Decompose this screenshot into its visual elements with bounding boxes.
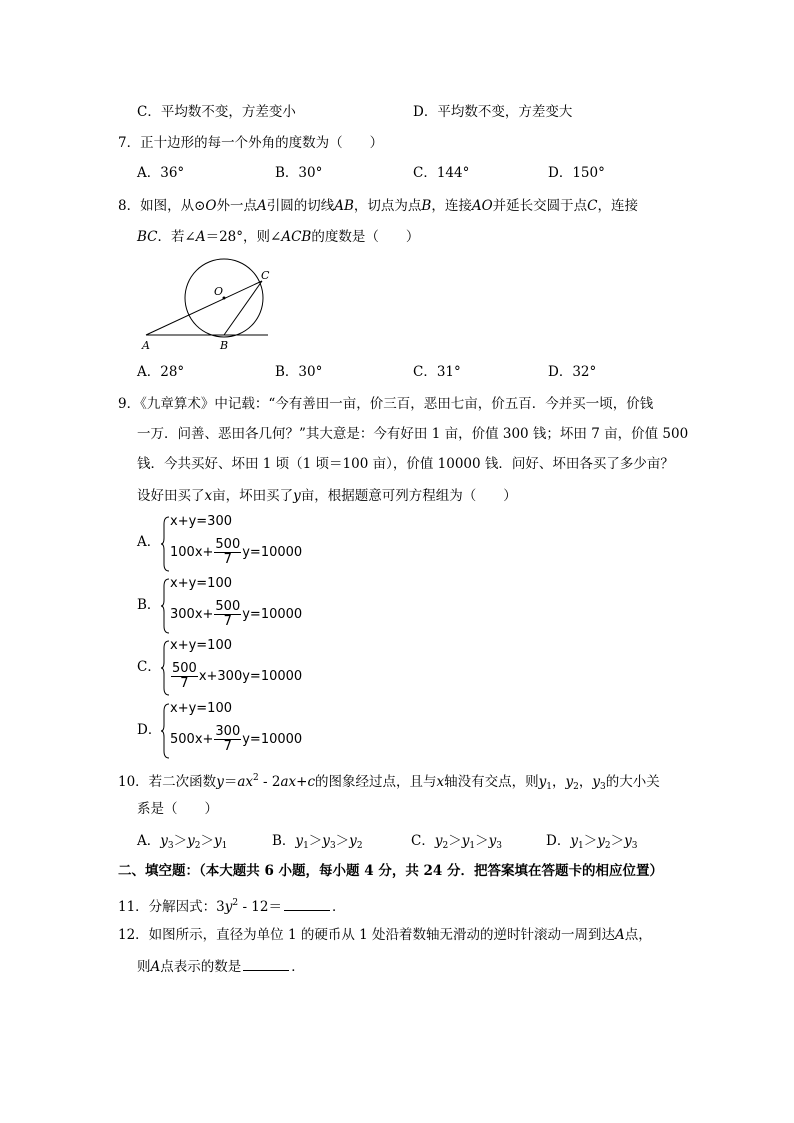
- q7-option-a: A．36°: [137, 165, 185, 181]
- brace-icon: [160, 640, 170, 696]
- q6-option-d: D．平均数不变，方差变大: [413, 104, 573, 120]
- q10-option-d: D．$y_1>y_2>y_3$: [546, 833, 638, 851]
- q9-stem-line4: 设好田买了x亩，坏田买了y亩，根据题意可列方程组为（ ）: [137, 488, 517, 504]
- q8-stem-line2: BC．若∠A＝28°，则∠ACB的度数是（ ）: [137, 229, 420, 245]
- q8-option-b: B．30°: [275, 364, 323, 380]
- q12-answer-blank: [243, 956, 289, 971]
- label-a: A: [142, 339, 150, 352]
- q9-option-c-label: C．: [137, 659, 161, 675]
- q9-stem-line2: 一万．问善、恶田各几何？”其大意是：今有好田 1 亩，价值 300 钱；坏田 7 亩，价值 500: [137, 426, 689, 442]
- q9-stem-line3: 钱．今共买好、坏田 1 顷（1 顷＝100 亩），价值 10000 钱．问好、坏田各买了多少亩？: [137, 456, 674, 472]
- q7-option-d: D．150°: [548, 165, 605, 181]
- q9-option-b-label: B．: [137, 597, 161, 613]
- q10-stem-line1: 10．若二次函数$y=ax^2 - 2ax+c$的图象经过点，且与x轴没有交点，则$y_1$，$y_2$，$y_3$的大小关: [118, 773, 660, 792]
- q9-option-b-system: x+y=100 300x+ $\frac{500}{7}$ y=10000: [160, 578, 320, 634]
- brace-icon: [160, 578, 170, 634]
- q8-option-c: C．31°: [413, 364, 461, 380]
- q10-option-a: A．$y_3>y_2>y_1$: [137, 833, 228, 851]
- q10-option-b: B．$y_1>y_3>y_2$: [272, 833, 363, 851]
- q8-stem-line1: 8．如图，从⊙O外一点A引圆的切线AB，切点为点B，连接AO并延长交圆于点C，连接: [118, 198, 638, 214]
- label-o: O: [214, 285, 224, 298]
- q9-option-d-system: x+y=100 500x+ $\frac{300}{7}$ y=10000: [160, 703, 320, 759]
- line-ac: [146, 281, 262, 335]
- q9-option-a-label: A．: [137, 534, 161, 550]
- q11-answer-blank: [284, 896, 330, 911]
- q9-option-a-system: x+y=300 100x+ $\frac{500}{7}$ y=10000: [160, 516, 320, 572]
- line-bc: [224, 281, 262, 335]
- label-b: B: [220, 339, 229, 352]
- q8-option-d: D．32°: [548, 364, 597, 380]
- q12-stem-line1: 12．如图所示，直径为单位 1 的硬币从 1 处沿着数轴无滑动的逆时针滚动一周到达A点，: [118, 927, 652, 943]
- q7-option-c: C．144°: [413, 165, 470, 181]
- q11-stem: 11．分解因式：$3y^2 - 12=$ ．: [118, 898, 346, 915]
- q12-stem-line2: 则A点表示的数是 ．: [137, 956, 305, 977]
- q8-circle-figure: [140, 258, 275, 353]
- brace-icon: [160, 703, 170, 759]
- label-c: C: [261, 269, 270, 282]
- section-heading-fill-in: 二、填空题：（本大题共 6 小题，每小题 4 分，共 24 分．把答案填在答题卡的相应位置）: [118, 863, 664, 879]
- q10-option-c: C．$y_2>y_1>y_3$: [411, 833, 502, 851]
- q7-stem: 7．正十边形的每一个外角的度数为（ ）: [118, 135, 384, 151]
- q9-option-c-system: x+y=100 $\frac{500}{7}$ x+300y=10000: [160, 640, 320, 696]
- q8-option-a: A．28°: [137, 364, 185, 380]
- q6-option-c: C．平均数不变，方差变小: [137, 104, 296, 120]
- q9-option-d-label: D．: [137, 722, 162, 738]
- q10-stem-line2: 系是（ ）: [137, 801, 218, 817]
- q7-option-b: B．30°: [275, 165, 323, 181]
- brace-icon: [160, 516, 170, 572]
- q9-stem-line1: 9．《九章算术》中记载：“今有善田一亩，价三百，恶田七亩，价五百．今并买一顷，价钱: [118, 396, 654, 412]
